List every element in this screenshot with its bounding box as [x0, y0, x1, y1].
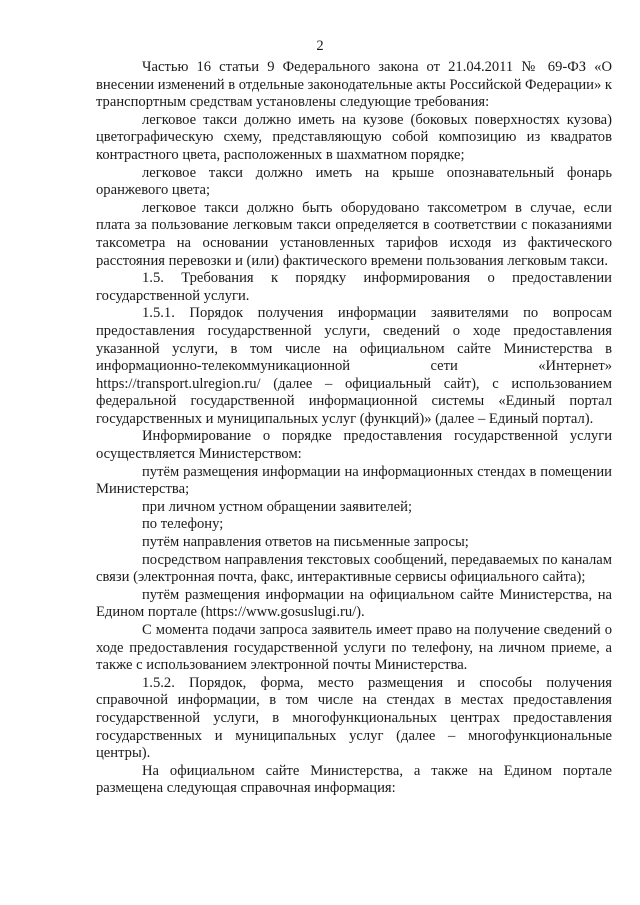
paragraph-requirement-roof-lamp: легковое такси должно иметь на крыше опознавательный фонарь оранжевого цвета;	[96, 164, 612, 199]
paragraph-informing-intro: Информирование о порядке предоставления государственной услуги осуществляется Министерством:	[96, 428, 612, 463]
paragraph-reference-info: На официальном сайте Министерства, а также на Едином портале размещена следующая справочная информация:	[96, 762, 612, 797]
list-item-messages: посредством направления текстовых сообщений, передаваемых по каналам связи (электронная почта, факс, интерактивные сервисы официального сайта);	[96, 551, 612, 586]
list-item-stands: путём размещения информации на информационных стендах в помещении Министерства;	[96, 463, 612, 498]
paragraph-1-5-2: 1.5.2. Порядок, форма, место размещения и способы получения справочной информации, в том числе на стендах в местах предоставления государственной услуги, в многофункциональных центрах предоставления государственных и муниципальных услуг (далее – многофункциональные центры).	[96, 674, 612, 762]
document-body	[96, 59, 612, 798]
list-item-website: путём размещения информации на официальном сайте Министерства, на Едином портале (https://www.gosuslugi.ru/).	[96, 586, 612, 621]
paragraph-law-reference: Частью 16 статьи 9 Федерального закона от 21.04.2011 № 69-ФЗ «О внесении изменений в отдельные законодательные акты Российской Федерации» к транспортным средствам установлены следующие требования:	[96, 59, 612, 111]
paragraph-requirement-taximeter: легковое такси должно быть оборудовано таксометром в случае, если плата за пользование легковым такси определяется в соответствии с показаниями таксометра на основании установленных тарифов исходя из фактического расстояния перевозки и (или) фактического времени пользования легковым такси.	[96, 199, 612, 269]
section-heading-1-5: 1.5. Требования к порядку информирования о предоставлении государственной услуги.	[96, 270, 612, 304]
page-number: 2	[316, 38, 324, 54]
paragraph-requirement-color-scheme: легковое такси должно иметь на кузове (боковых поверхностях кузова) цветографическую схему, представляющую собой композицию из квадратов контрастного цвета, расположенных в шахматном порядке;	[96, 111, 612, 163]
paragraph-1-5-1: 1.5.1. Порядок получения информации заявителями по вопросам предоставления государственной услуги, сведений о ходе предоставления указанной услуги, в том числе на официальном сайте Министерства в информационно-телекоммуникационной сети «Интернет» https://transport.ulregion.ru/ (далее – официальный сайт), с использованием федеральной государственной информационной системы «Единый портал государственных и муниципальных услуг (функций)» (далее – Единый портал).	[96, 305, 612, 427]
list-item-personal: при личном устном обращении заявителей;	[142, 498, 412, 515]
paragraph-status-rights: С момента подачи запроса заявитель имеет право на получение сведений о ходе предоставления государственной услуги по телефону, на личном приеме, а также с использованием электронной почты Министерства.	[96, 622, 612, 674]
list-item-written: путём направления ответов на письменные запросы;	[142, 534, 469, 551]
list-item-phone: по телефону;	[142, 516, 224, 533]
